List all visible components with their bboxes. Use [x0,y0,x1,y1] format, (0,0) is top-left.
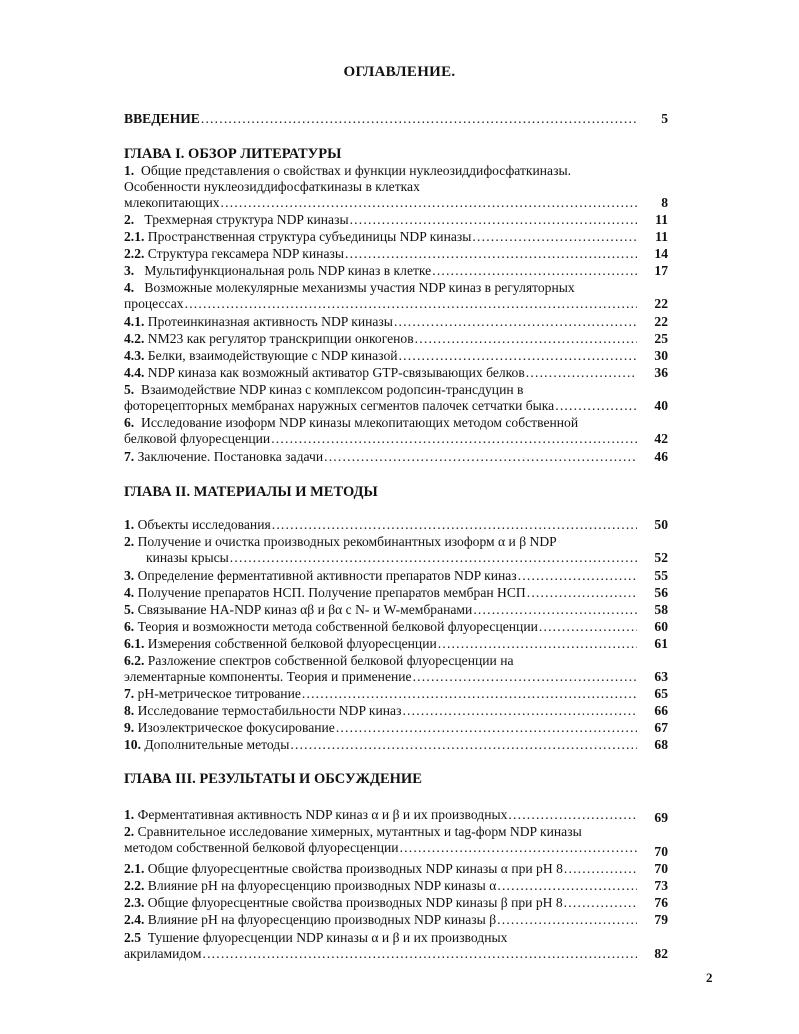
ch1-entry-8-page: 25 [654,331,668,346]
ch2-entry-2-page: 52 [654,550,668,565]
chapter-1-heading: ГЛАВА I. ОБЗОР ЛИТЕРАТУРЫ [124,146,342,162]
ch2-entry-9: 7. рН-метрическое титрование ..... [124,686,638,702]
ch3-entry-1-page: 69 [654,810,668,825]
ch2-entry-10-page: 66 [654,703,668,718]
ch2-entry-10: 8. Исследование термостабильности NDP киназ ..... [124,703,638,719]
ch2-entry-5: 5. Связывание HA-NDP киназ αβ и βα с N- и W-мембранами ..... [124,602,638,618]
ch2-entry-12: 10. Дополнительные методы ..... [124,737,638,753]
ch1-entry-13-page: 46 [654,449,668,464]
ch1-entry-7: 4.1. Протеинкиназная активность NDP киназы ..... [124,314,638,330]
ch3-entry-5: 2.3. Общие флуоресцентные свойства производных NDP киназы β при рН 8 ..... [124,895,638,911]
ch1-entry-3-page: 11 [655,229,668,244]
ch1-entry-5: 3. Мультифункциональная роль NDP киназ в клетке ..... [124,263,638,279]
ch1-entry-7-page: 22 [654,314,668,329]
ch1-entry-1: 1. Общие представления о свойствах и функции нуклеозиддифосфаткиназы. Особенности нуклеозиддифосфаткиназы в клетках млекопитающих ..... [124,163,638,211]
ch2-entry-8-page: 63 [654,669,668,684]
ch3-entry-3: 2.1. Общие флуоресцентные свойства производных NDP киназы α при рН 8 ..... [124,861,638,877]
ch3-entry-7: 2.5 Тушение флуоресценции NDP киназы α и β и их производных акриламидом ..... [124,930,638,962]
ch2-entry-3: 3. Определение ферментативной активности препаратов NDP киназ ..... [124,568,638,584]
ch3-entry-4-page: 73 [654,878,668,893]
ch1-entry-4-page: 14 [654,246,668,261]
ch2-entry-5-page: 58 [654,602,668,617]
ch1-entry-5-page: 17 [654,263,668,278]
ch1-entry-2-page: 11 [655,212,668,227]
ch2-entry-3-page: 55 [654,568,668,583]
ch2-entry-4-page: 56 [654,585,668,600]
ch3-entry-1: 1. Ферментативная активность NDP киназ α и β и их производных ..... [124,807,638,823]
page-number: 2 [706,970,713,985]
ch2-entry-11: 9. Изоэлектрическое фокусирование ..... [124,720,638,736]
ch2-entry-2: 2. Получение и очистка производных рекомбинантных изоформ α и β NDP киназы крысы ..... [124,534,638,566]
ch1-entry-6-page: 22 [654,296,668,311]
ch2-entry-7: 6.1. Измерения собственной белковой флуоресценции ..... [124,636,638,652]
ch2-entry-6: 6. Теория и возможности метода собственной белковой флуоресценции ..... [124,619,638,635]
ch2-entry-6-page: 60 [654,619,668,634]
ch1-entry-10-page: 36 [654,365,668,380]
ch3-entry-6: 2.4. Влияние рН на флуоресценцию производных NDP киназы β ..... [124,912,638,928]
ch1-entry-12-page: 42 [654,431,668,446]
ch2-entry-11-page: 67 [654,720,668,735]
ch2-entry-4: 4. Получение препаратов НСП. Получение препаратов мембран НСП ..... [124,585,638,601]
ch1-entry-11-page: 40 [654,398,668,413]
ch1-entry-8: 4.2. NM23 как регулятор транскрипции онкогенов ..... [124,331,638,347]
ch1-entry-13: 7. Заключение. Постановка задачи ..... [124,449,638,465]
ch2-entry-9-page: 65 [654,686,668,701]
ch1-entry-12: 6. Исследование изоформ NDP киназы млекопитающих методом собственной белковой флуоресценции ..... [124,415,638,447]
ch1-entry-4: 2.2. Структура гексамера NDP киназы ..... [124,246,638,262]
ch1-entry-9-page: 30 [654,348,668,363]
chapter-2-heading: ГЛАВА II. МАТЕРИАЛЫ И МЕТОДЫ [124,484,378,500]
ch1-entry-11: 5. Взаимодействие NDP киназ с комплексом родопсин-трансдуцин в фоторецепторных мембранах наружных сегментов палочек сетчатки быка ..... [124,382,638,414]
ch3-entry-2: 2. Сравнительное исследование химерных, мутантных и tag-форм NDP киназы методом собственной белковой флуоресценции ..... [124,824,638,856]
ch3-entry-7-page: 82 [654,946,668,961]
ch3-entry-6-page: 79 [654,912,668,927]
page-title: ОГЛАВЛЕНИЕ. [343,64,456,80]
ch3-entry-5-page: 76 [654,895,668,910]
ch1-entry-2: 2. Трехмерная структура NDP киназы ..... [124,212,638,228]
intro-label: ВВЕДЕНИЕ [124,111,200,126]
ch1-entry-10: 4.4. NDP киназа как возможный активатор GTP-связывающих белков ..... [124,365,638,381]
ch3-entry-4: 2.2. Влияние рН на флуоресценцию производных NDP киназы α ..... [124,878,638,894]
ch3-entry-2-page: 70 [654,844,668,859]
ch1-entry-6: 4. Возможные молекулярные механизмы участия NDP киназ в регуляторных процессах ..... [124,280,638,312]
chapter-3-heading: ГЛАВА III. РЕЗУЛЬТАТЫ И ОБСУЖДЕНИЕ [124,771,422,787]
ch1-entry-3: 2.1. Пространственная структура субъединицы NDP киназы ..... [124,229,638,245]
ch1-entry-9: 4.3. Белки, взаимодействующие с NDP киназой ..... [124,348,638,364]
ch2-entry-12-page: 68 [654,737,668,752]
ch2-entry-8: 6.2. Разложение спектров собственной белковой флуоресценции на элементарные компоненты. Теория и применение ..... [124,653,638,685]
ch2-entry-7-page: 61 [654,636,668,651]
intro-page: 5 [661,111,668,126]
ch1-entry-1-page: 8 [661,195,668,210]
ch2-entry-1-page: 50 [654,517,668,532]
toc-entry-intro [124,111,638,127]
ch2-entry-1: 1. Объекты исследования ..... [124,517,638,533]
ch3-entry-3-page: 70 [654,861,668,876]
